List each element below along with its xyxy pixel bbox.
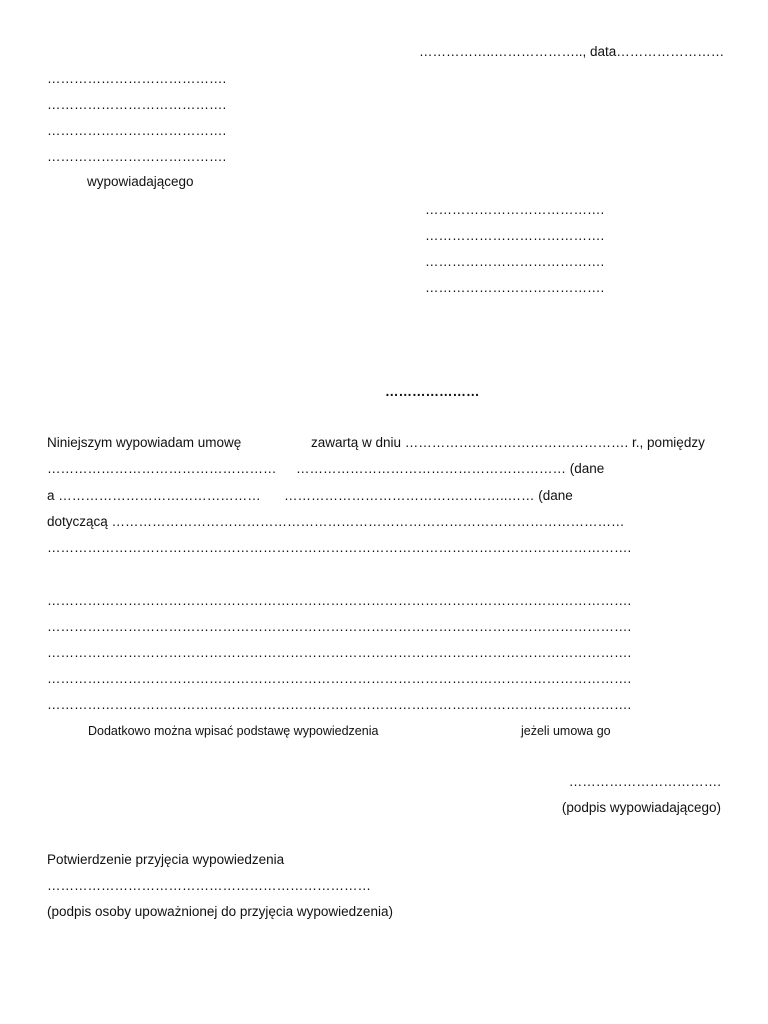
body-extra-line-4[interactable]: …………………………………………………………………………………………………………………. <box>47 671 632 686</box>
recipient-line-3[interactable]: …………………………………. <box>425 254 605 269</box>
place-date-line[interactable]: ……………..……………….., data…………………… <box>419 44 725 59</box>
signature-caption: (podpis wypowiadającego) <box>561 800 721 815</box>
body-party1-data[interactable]: …………………………………………………… (dane <box>296 461 605 476</box>
note-condition-hint: jeżeli umowa go <box>521 724 611 738</box>
body-party2-data[interactable]: …………………………………………..…… (dane <box>284 488 573 503</box>
body-party1-name[interactable]: …………………………………………… <box>47 461 277 476</box>
body-extra-line-3[interactable]: …………………………………………………………………………………………………………………. <box>47 645 632 660</box>
sender-line-1[interactable]: …………………………………. <box>47 71 227 86</box>
recipient-line-2[interactable]: …………………………………. <box>425 228 605 243</box>
sender-line-4[interactable]: …………………………………. <box>47 149 227 164</box>
sender-caption: wypowiadającego <box>87 174 194 189</box>
document-title[interactable]: ………………… <box>385 384 480 399</box>
sender-line-2[interactable]: …………………………………. <box>47 97 227 112</box>
body-contract-date[interactable]: zawartą w dniu …………….……………………………. r., pomiędzy <box>311 435 705 450</box>
confirmation-heading: Potwierdzenie przyjęcia wypowiedzenia <box>47 852 285 867</box>
body-subject[interactable]: dotyczącą …………………………………………………………………………………………………… <box>47 514 625 529</box>
confirmation-signature-line[interactable]: ……………………………………………………………… <box>47 878 371 893</box>
body-extra-line-5[interactable]: …………………………………………………………………………………………………………………. <box>47 697 632 712</box>
recipient-line-1[interactable]: …………………………………. <box>425 202 605 217</box>
confirmation-caption: (podpis osoby upoważnionej do przyjęcia wypowiedzenia) <box>47 904 393 919</box>
body-subject-cont[interactable]: …………………………………………………………………………………………………………………. <box>47 540 632 555</box>
body-extra-line-2[interactable]: …………………………………………………………………………………………………………………. <box>47 619 632 634</box>
body-extra-line-1[interactable]: …………………………………………………………………………………………………………………. <box>47 593 632 608</box>
body-party2-name[interactable]: a ……………………………………… <box>47 488 261 503</box>
sender-line-3[interactable]: …………………………………. <box>47 123 227 138</box>
signature-line[interactable]: ……………………………. <box>568 774 721 789</box>
recipient-line-4[interactable]: …………………………………. <box>425 280 605 295</box>
note-basis-hint: Dodatkowo można wpisać podstawę wypowiedzenia <box>88 724 379 738</box>
body-intro: Niniejszym wypowiadam umowę <box>47 435 242 450</box>
